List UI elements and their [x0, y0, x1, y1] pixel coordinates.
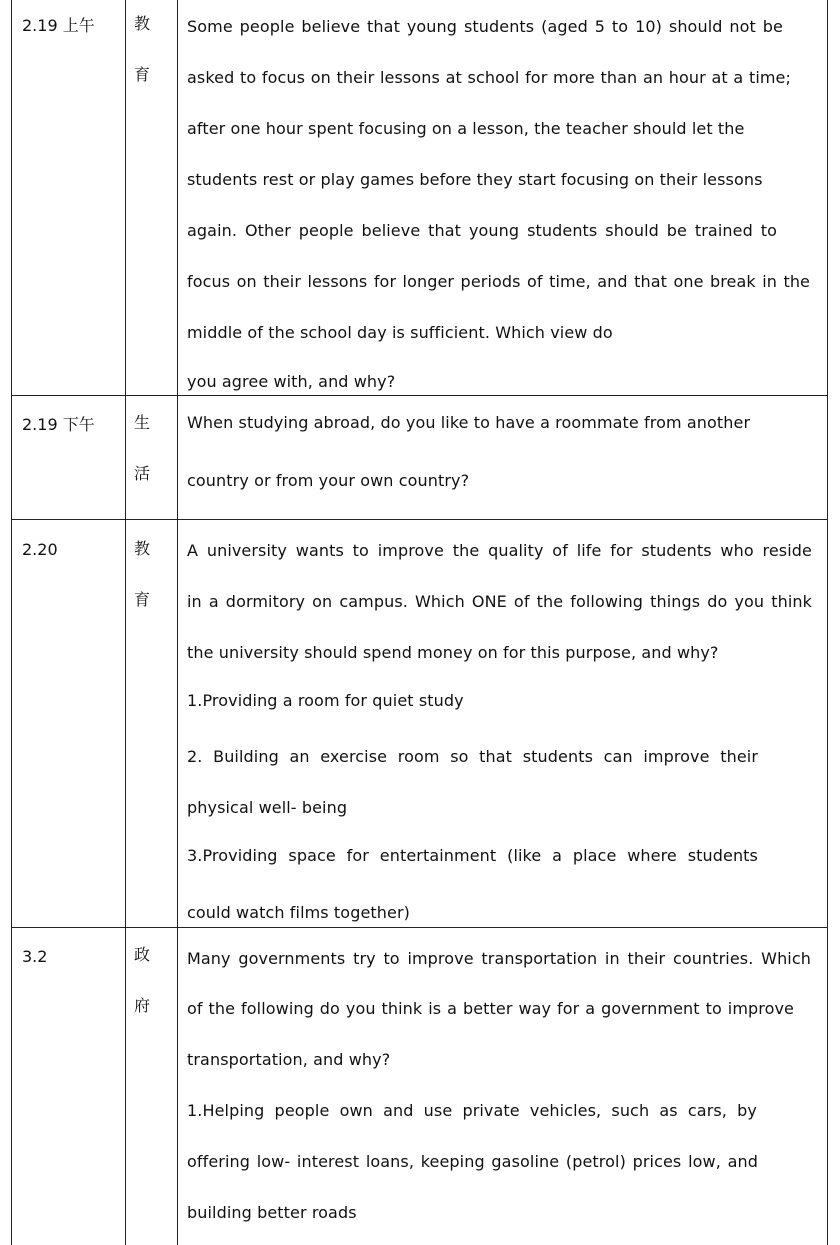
- row-category: [134, 946, 154, 1015]
- prompt-line: 3.Providing space for entertainment (like a place where students: [187, 846, 758, 865]
- prompt-line: focus on their lessons for longer periods of time, and that one break in the: [187, 272, 810, 291]
- prompt-line: the university should spend money on for this purpose, and why?: [187, 643, 719, 662]
- category-char: 教: [134, 539, 151, 558]
- row-separator: [11, 395, 828, 396]
- prompt-line: When studying abroad, do you like to have a roommate from another: [187, 413, 751, 432]
- prompt-line: offering low- interest loans, keeping gasoline (petrol) prices low, and: [187, 1152, 758, 1171]
- row-category: [134, 540, 154, 609]
- table-border-right: [827, 0, 828, 1245]
- row-category: [134, 414, 154, 483]
- prompt-line: 1.Helping people own and use private vehicles, such as cars, by: [187, 1101, 757, 1120]
- prompt-line: building better roads: [187, 1203, 357, 1222]
- category-char: 育: [134, 65, 151, 84]
- table-divider-category: [177, 0, 178, 1245]
- prompt-line: you agree with, and why?: [187, 372, 396, 391]
- prompt-line: middle of the school day is sufficient. Which view do: [187, 323, 613, 342]
- row-separator: [11, 519, 828, 520]
- row-date: 3.2: [22, 947, 48, 966]
- prompt-line: transportation, and why?: [187, 1050, 391, 1069]
- row-date: 2.19 上午: [22, 16, 95, 35]
- category-char: 育: [134, 590, 151, 609]
- table-divider-date: [125, 0, 126, 1245]
- prompt-line: physical well- being: [187, 798, 348, 817]
- prompt-line: could watch films together): [187, 903, 410, 922]
- row-date: 2.19 下午: [22, 415, 95, 434]
- prompt-line: again. Other people believe that young students should be trained to: [187, 221, 777, 240]
- prompt-line: in a dormitory on campus. Which ONE of the following things do you think: [187, 592, 812, 611]
- prompt-line: country or from your own country?: [187, 471, 470, 490]
- prompt-line: Some people believe that young students (aged 5 to 10) should not be: [187, 17, 783, 36]
- prompt-line: Many governments try to improve transportation in their countries. Which: [187, 949, 811, 968]
- category-char: 活: [134, 464, 151, 483]
- prompt-line: A university wants to improve the quality of life for students who reside: [187, 541, 812, 560]
- prompt-line: 1.Providing a room for quiet study: [187, 691, 464, 710]
- prompt-line: asked to focus on their lessons at school for more than an hour at a time;: [187, 68, 791, 87]
- row-category: [134, 15, 154, 84]
- row-separator: [11, 927, 828, 928]
- table-border-left: [11, 0, 12, 1245]
- prompt-line: 2. Building an exercise room so that students can improve their: [187, 747, 758, 766]
- prompt-line: after one hour spent focusing on a lesson, the teacher should let the: [187, 119, 745, 138]
- prompt-line: students rest or play games before they start focusing on their lessons: [187, 170, 763, 189]
- row-date: 2.20: [22, 540, 58, 559]
- prompt-line: of the following do you think is a better way for a government to improve: [187, 999, 794, 1018]
- category-char: 府: [134, 996, 151, 1015]
- category-char: 教: [134, 14, 151, 33]
- category-char: 生: [134, 413, 151, 432]
- category-char: 政: [134, 945, 151, 964]
